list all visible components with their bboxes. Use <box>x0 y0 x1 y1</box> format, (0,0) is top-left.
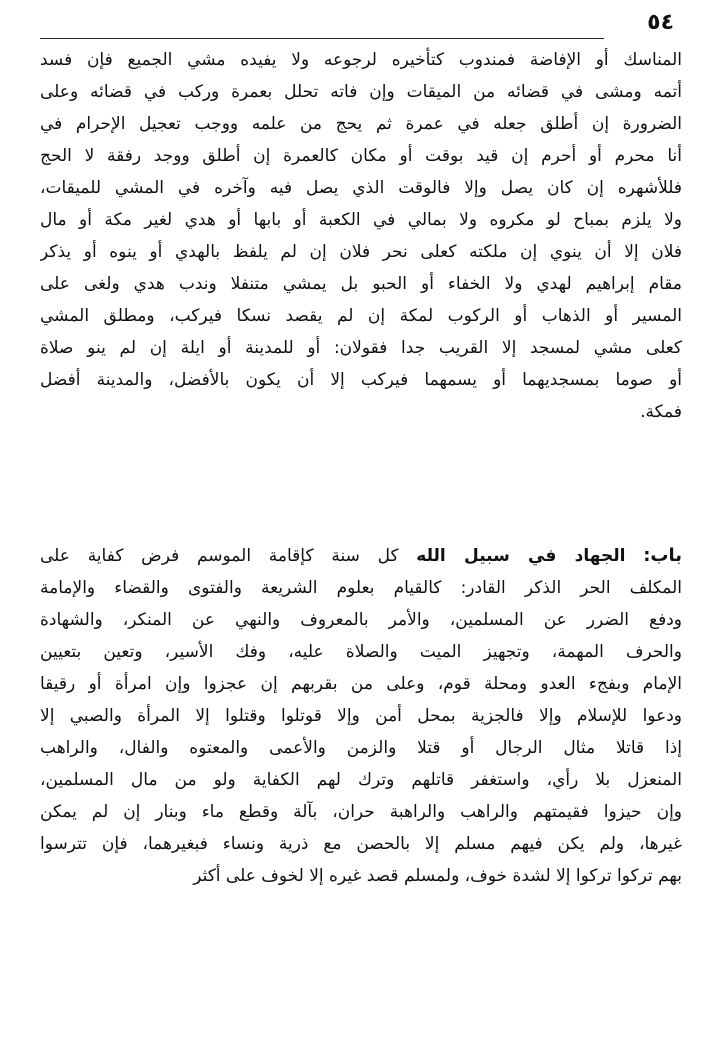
text-line: ولا يلزم بمباح لو مكروه ولا بمالي في الكعبة أو بابها أو هدي لغير مكة أو مال <box>40 210 682 230</box>
text-line: وإن حيزوا فقيمتهم والراهب والراهبة حران، بآلة وقطع ماء وبنار إن لم يمكن <box>40 802 682 822</box>
text-line: مقام إبراهيم لهدي ولا الخفاء أو الحبو بل يمشي متنفلا وندب هدي ولغى على <box>40 274 682 294</box>
header-rule <box>40 38 604 39</box>
text-line: بهم تركوا تركوا إلا لشدة خوف، ولمسلم قصد غيره إلا لخوف على أكثر <box>193 866 682 886</box>
chapter-heading-line <box>40 540 682 572</box>
text-line: غيرها، ولم يكن فيهم مسلم إلا بالحصن مع ذرية ونساء فبغيرهما، فإن تترسوا <box>40 834 682 854</box>
text-line: المكلف الحر الذكر القادر: كالقيام بعلوم الشريعة والفتوى والقضاء والإمامة <box>40 578 682 598</box>
text-line: إذا قاتلا مثال الرجال أو قتلا والزمن والأعمى والمعتوه والفال، والراهب <box>40 738 682 758</box>
text-line: ودعوا للإسلام وإلا فالجزية بمحل أمن وإلا قوتلوا وقتلوا إلا المرأة والصبي إلا <box>40 706 682 726</box>
text-section-pilgrimage-vows <box>40 44 682 428</box>
text-line: أو صوما بمسجديهما أو يسمهما فيركب إلا أن يكون بالأفضل، والمدينة أفضل <box>40 370 682 390</box>
text-line: كعلى مشي لمسجد إلا القريب جدا فقولان: أو للمدينة أو ايلة إن لم ينو صلاة <box>40 338 682 358</box>
text-line: أنا محرم أو أحرم إن قيد بوقت أو مكان كالعمرة إن أطلق ووجد رفقة لا الحج <box>40 146 682 166</box>
text-line: أتمه ومشى في قضائه من الميقات وإن فاته تحلل بعمرة وركب في قضائه وعلى <box>40 82 682 102</box>
text-line: المنعزل بلا رأي، واستغفر قاتلهم وترك لهم الكفاية ولو من مال المسلمين، <box>40 770 682 790</box>
text-line: الإمام وبفجء العدو ومحلة قوم، وعلى من بقربهم إن عجزوا وإن امرأة أو رقيقا <box>40 674 682 694</box>
text-line: والحرف المهمة، وتجهيز الميت والصلاة عليه، وفك الأسير، وتعين بتعيين <box>40 642 682 662</box>
text-line: المناسك أو الإفاضة فمندوب كتأخيره لرجوعه ولا يفيده مشي الجميع فإن فسد <box>40 50 682 70</box>
chapter-label: باب: <box>643 545 682 566</box>
chapter-first-line-text: كل سنة كإقامة الموسم فرض كفاية على <box>40 546 399 566</box>
page-number: ٥٤ <box>647 10 674 35</box>
text-line: المسير أو الذهاب أو الركوب لمكة إن لم يقصد نسكا فيركب، ومطلق المشي <box>40 306 682 326</box>
text-line: فمكة. <box>640 402 682 422</box>
chapter-title: الجهاد في سبيل الله <box>416 546 626 566</box>
text-line: الضرورة إن أطلق جعله في عمرة ثم يحج من علمه ووجب تعجيل الإحرام في <box>40 114 682 134</box>
text-section-jihad-chapter <box>40 540 682 892</box>
text-line: ودفع الضرر عن المسلمين، والأمر بالمعروف والنهي عن المنكر، والشهادة <box>40 610 682 630</box>
text-line: فلان إلا أن ينوي إن ملكته كعلى نحر فلان إن لم يلفظ بالهدي أو ينوه أو يذكر <box>40 242 682 262</box>
text-line: فللأشهره إن كان يصل وإلا فالوقت الذي يصل فيه وآخره في المشي للميقات، <box>40 178 682 198</box>
